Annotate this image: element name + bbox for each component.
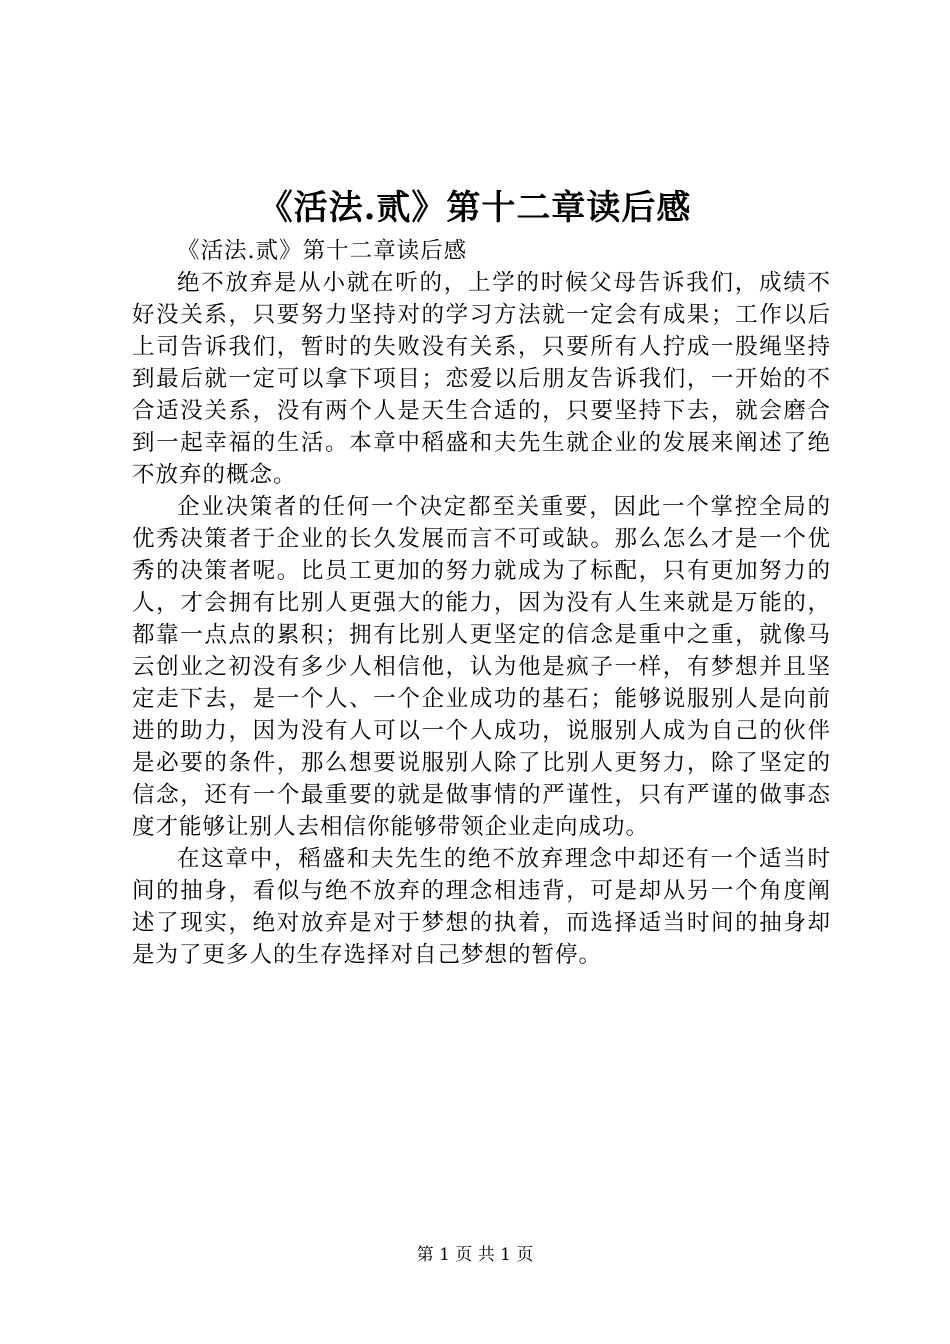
body-paragraph-3: 在这章中，稻盛和夫先生的绝不放弃理念中却还有一个适当时间的抽身，看似与绝不放弃的理念相违背，可是却从另一个角度阐述了现实，绝对放弃是对于梦想的执着，而选择适当时间的抽身却是为了更多人的生存选择对自己梦想的暂停。 (132, 846, 831, 968)
document-subtitle: 《活法.贰》第十二章读后感 (177, 238, 468, 264)
document-body (132, 235, 831, 971)
page-footer: 第 1 页 共 1 页 (416, 1245, 534, 1265)
document-title: 《活法.贰》第十二章读后感 (258, 188, 692, 228)
body-paragraph-2: 企业决策者的任何一个决定都至关重要，因此一个掌控全局的优秀决策者于企业的长久发展而言不可或缺。那么怎么才是一个优秀的决策者呢。比员工更加的努力就成为了标配，只有更加努力的人，才会拥有比别人更强大的能力，因为没有人生来就是万能的，都靠一点点的累积；拥有比别人更坚定的信念是重中之重，就像马云创业之初没有多少人相信他，认为他是疯子一样，有梦想并且坚定走下去，是一个人、一个企业成功的基石；能够说服别人是向前进的助力，因为没有人可以一个人成功，说服别人成为自己的伙伴是必要的条件，那么想要说服别人除了比别人更努力，除了坚定的信念，还有一个最重要的就是做事情的严谨性，只有严谨的做事态度才能够让别人去相信你能够带领企业走向成功。 (132, 494, 831, 840)
body-paragraph-1: 绝不放弃是从小就在听的，上学的时候父母告诉我们，成绩不好没关系，只要努力坚持对的学习方法就一定会有成果；工作以后上司告诉我们，暂时的失败没有关系，只要所有人拧成一股绳坚持到最后就一定可以拿下项目；恋爱以后朋友告诉我们，一开始的不合适没关系，没有两个人是天生合适的，只要坚持下去，就会磨合到一起幸福的生活。本章中稻盛和夫先生就企业的发展来阐述了绝不放弃的概念。 (132, 270, 831, 488)
